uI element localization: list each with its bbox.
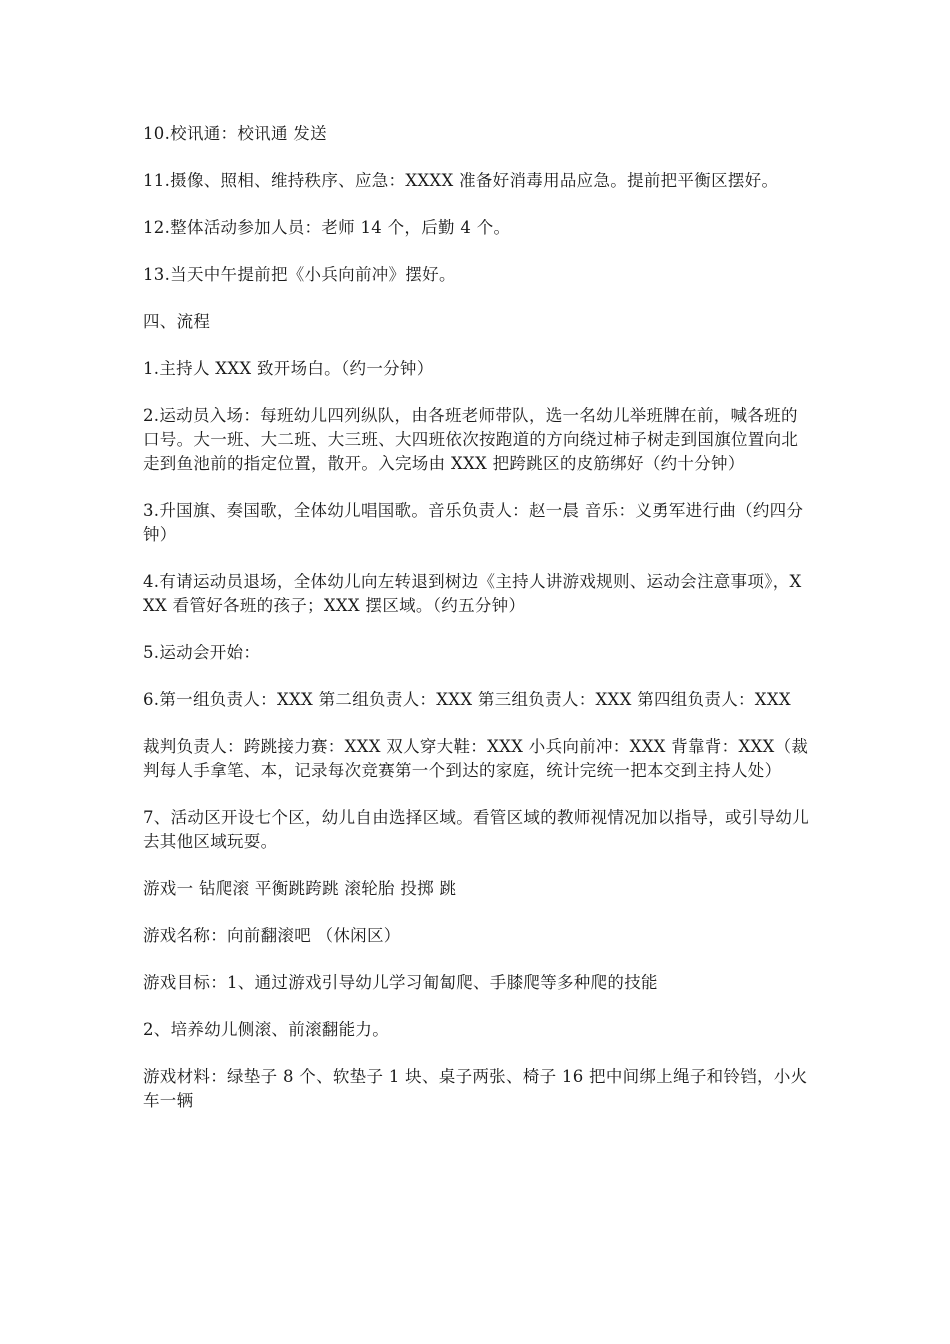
process-step-2: 2.运动员入场：每班幼儿四列纵队，由各班老师带队，选一名幼儿举班牌在前，喊各班的口号。大一班、大二班、大三班、大四班依次按跑道的方向绕过柿子树走到国旗位置向北走到鱼池前的指定位置，散开。入完场由 XXX 把跨跳区的皮筋绑好（约十分钟）: [143, 406, 799, 473]
game-goal-2: 2、培养幼儿侧滚、前滚翻能力。: [143, 1020, 389, 1039]
item-11-camera-order: 11.摄像、照相、维持秩序、应急：XXXX 准备好消毒用品应急。提前把平衡区摆好。: [143, 171, 779, 190]
game-materials: 游戏材料：绿垫子 8 个、软垫子 1 块、桌子两张、椅子 16 把中间绑上绳子和铃铛，小火车一辆: [143, 1067, 808, 1110]
process-step-7: 7、活动区开设七个区，幼儿自由选择区域。看管区域的教师视情况加以指导，或引导幼儿去其他区域玩耍。: [143, 808, 809, 851]
referee-paragraph: 裁判负责人：跨跳接力赛：XXX 双人穿大鞋：XXX 小兵向前冲：XXX 背靠背：XXX（裁判每人手拿笔、本，记录每次竞赛第一个到达的家庭，统计完统一把本交到主持人处）: [143, 737, 809, 780]
process-step-6: 6.第一组负责人：XXX 第二组负责人：XXX 第三组负责人：XXX 第四组负责人：XXX: [143, 690, 791, 709]
game-name: 游戏名称：向前翻滚吧 （休闲区）: [143, 926, 401, 945]
section-heading-process: 四、流程: [143, 312, 211, 331]
item-13-noon-setup: 13.当天中午提前把《小兵向前冲》摆好。: [143, 265, 456, 284]
process-step-4: 4.有请运动员退场，全体幼儿向左转退到树边《主持人讲游戏规则、运动会注意事项》，XXX 看管好各班的孩子；XXX 摆区域。（约五分钟）: [143, 572, 802, 615]
item-10-xiaoxuntong: 10.校讯通：校讯通 发送: [143, 124, 327, 143]
game-one-list: 游戏一 钻爬滚 平衡跳跨跳 滚轮胎 投掷 跳: [143, 879, 457, 898]
process-step-1: 1.主持人 XXX 致开场白。（约一分钟）: [143, 359, 434, 378]
process-step-5: 5.运动会开始：: [143, 643, 261, 662]
document-page: [143, 122, 813, 1136]
game-goal-1: 游戏目标：1、通过游戏引导幼儿学习匍匐爬、手膝爬等多种爬的技能: [143, 973, 658, 992]
process-step-3: 3.升国旗、奏国歌，全体幼儿唱国歌。音乐负责人：赵一晨 音乐：义勇军进行曲（约四分钟）: [143, 501, 804, 544]
item-12-participants: 12.整体活动参加人员：老师 14 个，后勤 4 个。: [143, 218, 511, 237]
